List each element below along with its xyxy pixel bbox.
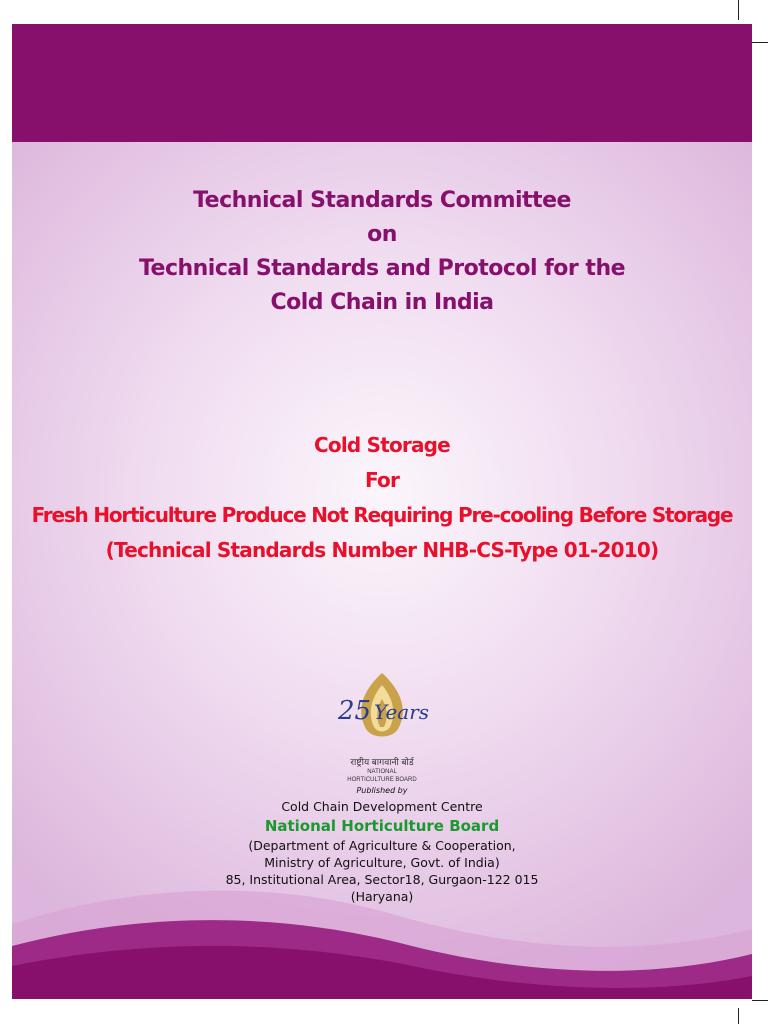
top-color-band	[12, 24, 752, 142]
centre-name: Cold Chain Development Centre	[281, 799, 483, 814]
title-line: on	[367, 222, 397, 247]
department-line: (Department of Agriculture & Cooperation,	[248, 838, 516, 853]
crop-mark-bottom-right-h	[752, 1000, 768, 1001]
cover-artwork	[12, 24, 752, 999]
ministry-line: Ministry of Agriculture, Govt. of India)	[264, 855, 500, 870]
subtitle-line: (Technical Standards Number NHB-CS-Type 01-2010)	[105, 538, 659, 562]
nhb-25-years-logo	[322, 669, 442, 794]
crop-mark-top-right-h	[752, 42, 768, 43]
subtitle-line: Fresh Horticulture Produce Not Requiring Pre-cooling Before Storage	[31, 503, 733, 527]
flame-emblem-icon	[322, 669, 442, 749]
subtitle-line: For	[364, 468, 400, 492]
logo-name-line2: HORTICULTURE BOARD	[347, 777, 417, 783]
title-line: Technical Standards and Protocol for the	[138, 256, 626, 281]
publisher-block	[12, 784, 752, 905]
report-title	[12, 184, 752, 320]
logo-name-line1: NATIONAL	[367, 769, 397, 775]
logo-hindi-name: राष्ट्रीय बागवानी बोर्ड	[350, 757, 414, 767]
published-by-label: Published by	[356, 786, 408, 795]
state-line: (Haryana)	[350, 889, 414, 904]
board-name: National Horticulture Board	[264, 817, 500, 835]
title-line: Technical Standards Committee	[193, 188, 571, 213]
logo-years-number: 25	[338, 696, 372, 726]
report-subtitle	[12, 428, 752, 568]
title-line: Cold Chain in India	[270, 290, 494, 315]
crop-mark-top-right-v	[738, 0, 739, 20]
subtitle-line: Cold Storage	[314, 433, 450, 457]
crop-mark-bottom-right-v	[738, 1008, 739, 1024]
address-line: 85, Institutional Area, Sector18, Gurgaon-122 015	[225, 872, 539, 887]
logo-years-word: Years	[374, 700, 430, 724]
